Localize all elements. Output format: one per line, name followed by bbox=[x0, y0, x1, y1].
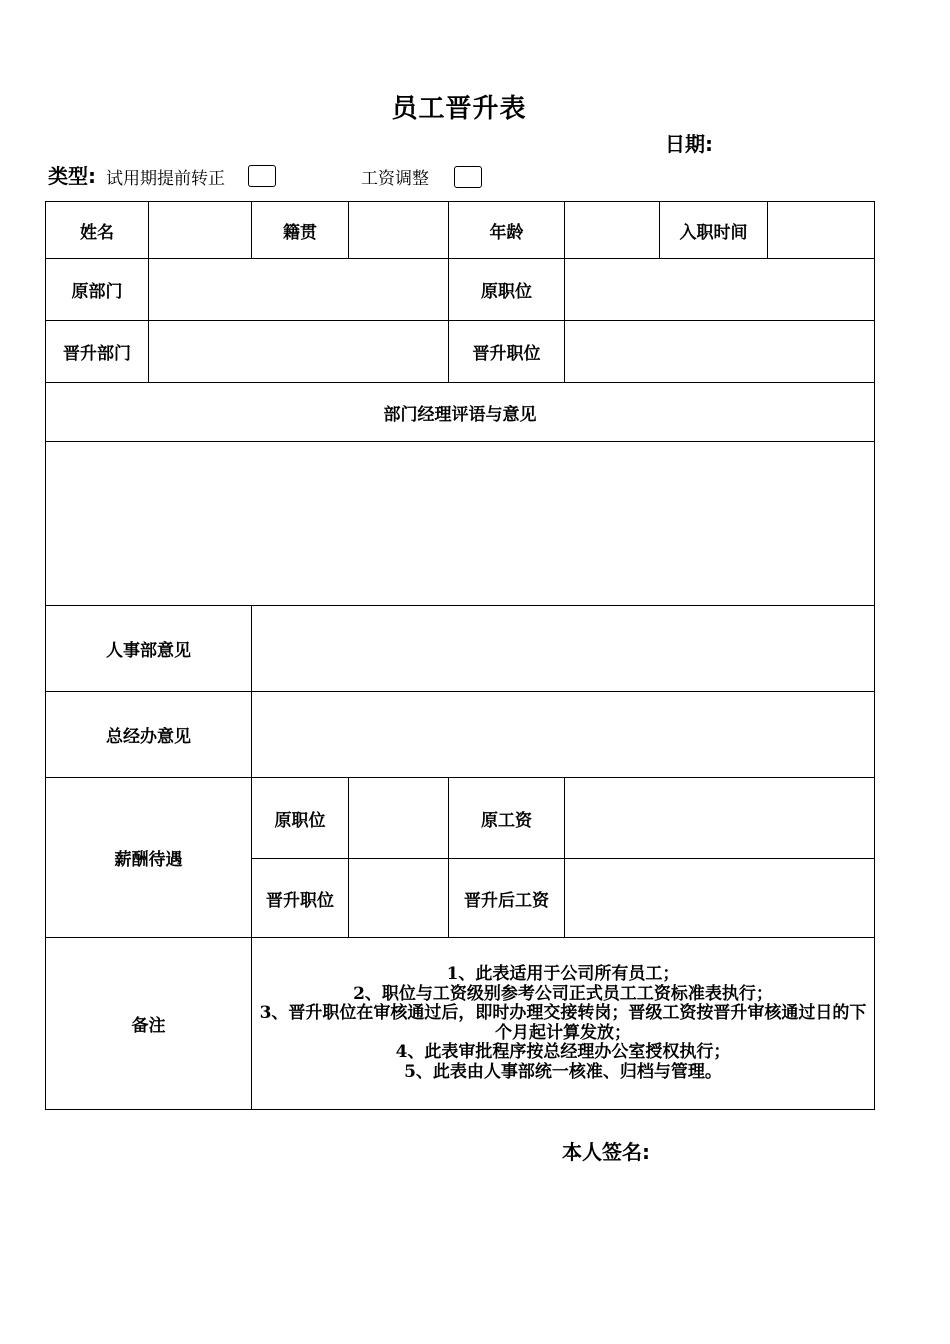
manager-comment-heading: 部门经理评语与意见 bbox=[46, 383, 875, 442]
page-title: 员工晋升表 bbox=[391, 94, 527, 124]
gm-opinion-label: 总经办意见 bbox=[46, 692, 252, 778]
comp-promo-position-label: 晋升职位 bbox=[252, 859, 349, 938]
comp-orig-salary-label: 原工资 bbox=[449, 778, 565, 859]
remark-item: 1、此表适用于公司所有员工； bbox=[446, 964, 680, 984]
promotion-form-table bbox=[45, 201, 875, 1110]
orig-position-label: 原职位 bbox=[449, 259, 565, 321]
orig-position-field[interactable] bbox=[565, 259, 875, 321]
compensation-label: 薪酬待遇 bbox=[46, 778, 252, 938]
hr-opinion-label: 人事部意见 bbox=[46, 606, 252, 692]
promo-position-field[interactable] bbox=[565, 321, 875, 383]
remarks-label: 备注 bbox=[46, 938, 252, 1110]
name-field[interactable] bbox=[149, 202, 252, 259]
promo-dept-field[interactable] bbox=[149, 321, 449, 383]
remark-item: 2、职位与工资级别参考公司正式员工工资标准表执行； bbox=[353, 983, 773, 1004]
hire-date-field[interactable] bbox=[768, 202, 875, 259]
orig-dept-label: 原部门 bbox=[46, 259, 149, 321]
hire-date-label: 入职时间 bbox=[660, 202, 768, 259]
name-label: 姓名 bbox=[46, 202, 149, 259]
native-place-field[interactable] bbox=[349, 202, 449, 259]
salary-checkbox[interactable] bbox=[454, 166, 482, 188]
comp-promo-position-field[interactable] bbox=[349, 859, 449, 938]
probation-checkbox[interactable] bbox=[248, 165, 276, 187]
type-label: 类型: bbox=[48, 164, 96, 188]
remark-item: 5、此表由人事部统一核准、归档与管理。 bbox=[404, 1061, 722, 1082]
age-field[interactable] bbox=[565, 202, 660, 259]
type-row bbox=[48, 160, 648, 192]
comp-orig-position-field[interactable] bbox=[349, 778, 449, 859]
date-label: 日期: bbox=[665, 132, 713, 156]
native-place-label: 籍贯 bbox=[252, 202, 349, 259]
remark-item: 4、此表审批程序按总经理办公室授权执行； bbox=[395, 1042, 731, 1062]
comp-orig-salary-field[interactable] bbox=[565, 778, 875, 859]
comp-orig-position-label: 原职位 bbox=[252, 778, 349, 859]
gm-opinion-field[interactable] bbox=[252, 692, 875, 778]
remarks-content bbox=[252, 938, 875, 1110]
remark-item: 3、晋升职位在审核通过后，即时办理交接转岗；晋级工资按晋升审核通过日的下个月起计算发放； bbox=[259, 1003, 867, 1043]
manager-comment-field[interactable] bbox=[46, 442, 875, 606]
signature-label: 本人签名: bbox=[562, 1140, 650, 1164]
promo-position-label: 晋升职位 bbox=[449, 321, 565, 383]
option-probation-label: 试用期提前转正 bbox=[106, 169, 225, 189]
promo-dept-label: 晋升部门 bbox=[46, 321, 149, 383]
hr-opinion-field[interactable] bbox=[252, 606, 875, 692]
age-label: 年龄 bbox=[449, 202, 565, 259]
comp-promo-salary-label: 晋升后工资 bbox=[449, 859, 565, 938]
comp-promo-salary-field[interactable] bbox=[565, 859, 875, 938]
option-salary-label: 工资调整 bbox=[361, 169, 429, 189]
orig-dept-field[interactable] bbox=[149, 259, 449, 321]
